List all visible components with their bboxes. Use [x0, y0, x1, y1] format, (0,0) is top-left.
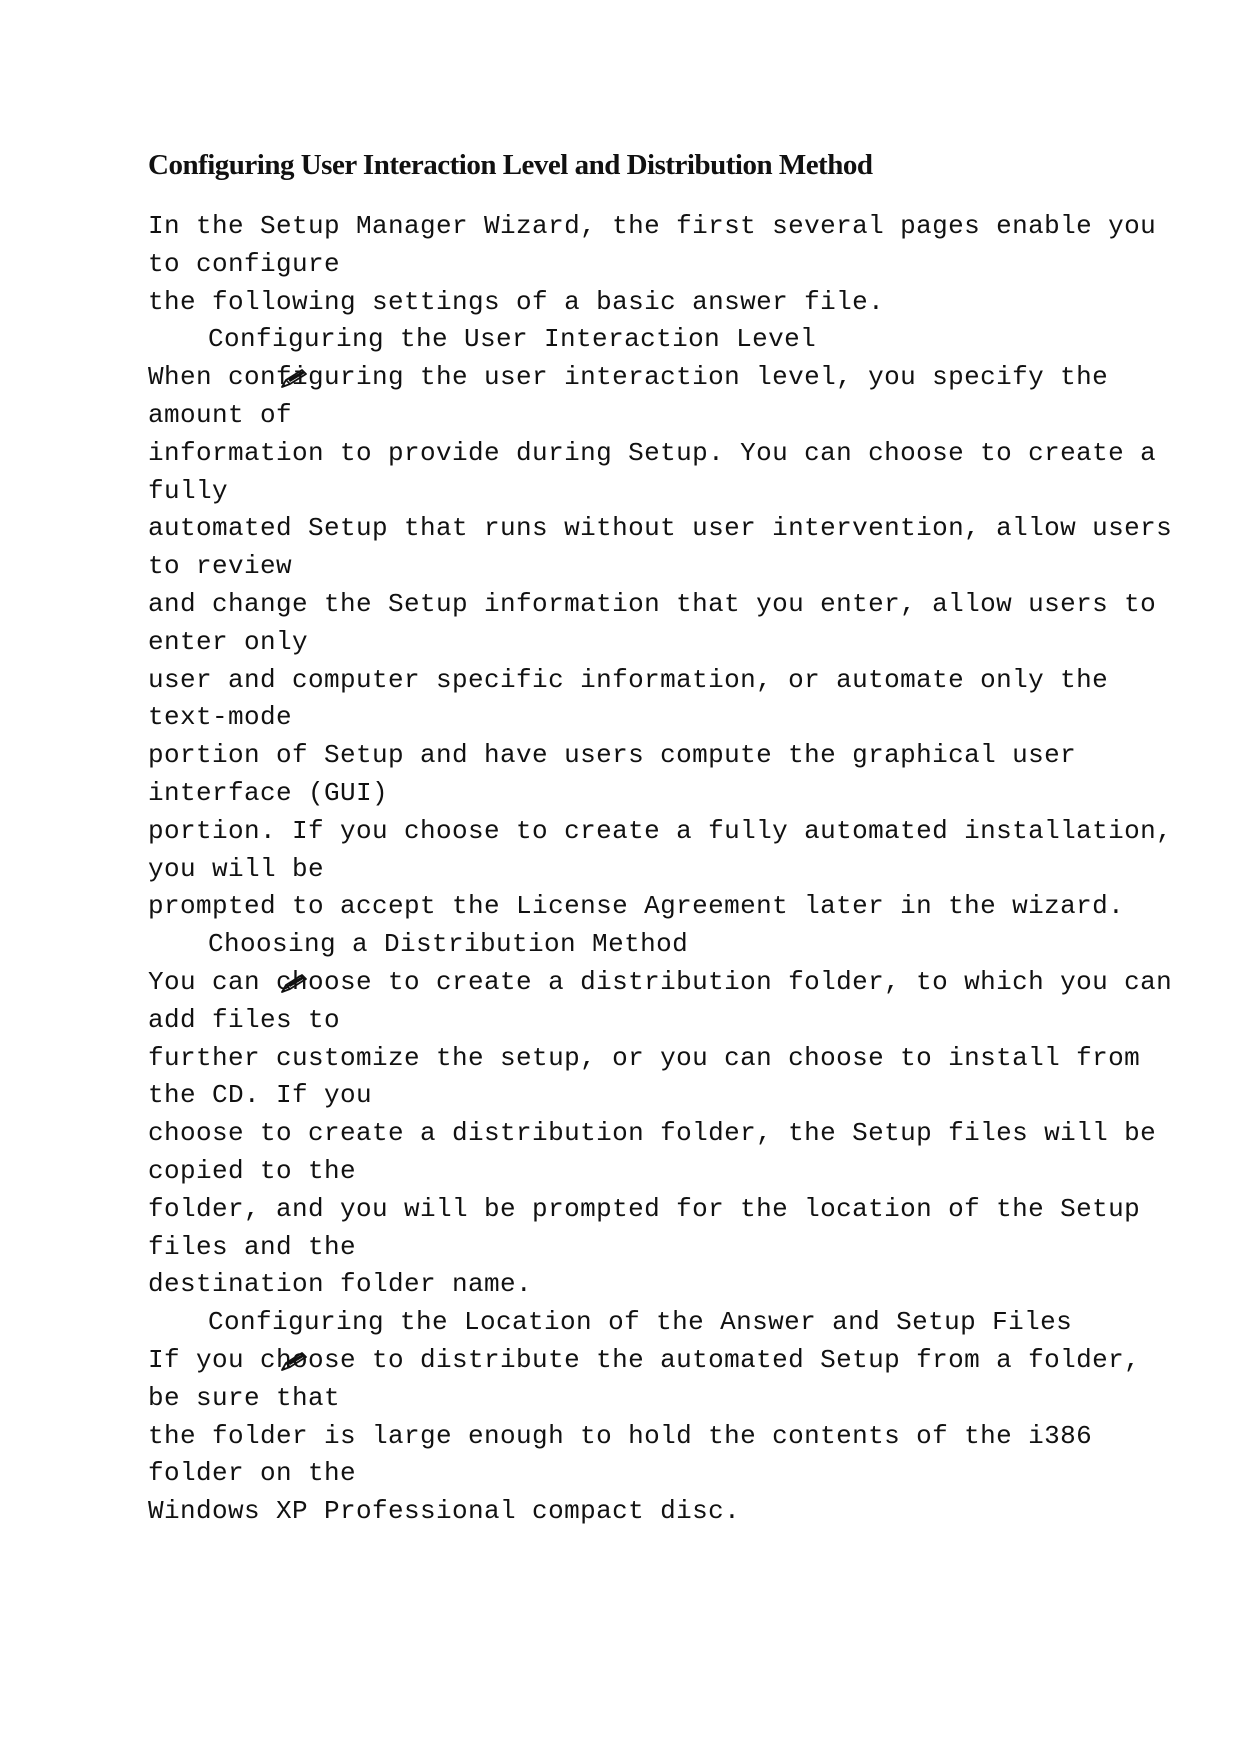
- text-line: and change the Setup information that you enter, allow users to: [148, 588, 1157, 619]
- section-user-interaction-level: [148, 321, 1173, 926]
- text-line: you will be: [148, 853, 325, 884]
- text-line: prompted to accept the License Agreement later in the wizard.: [148, 891, 1125, 922]
- text-line: folder on the: [148, 1458, 357, 1489]
- text-line: add files to: [148, 1004, 341, 1035]
- text-line: amount of: [148, 399, 293, 430]
- section-heading: [148, 321, 1108, 359]
- document-title: Configuring User Interaction Level and Distribution Method: [148, 149, 873, 181]
- text-line: portion. If you choose to create a fully automated installation,: [148, 815, 1173, 846]
- text-line: user and computer specific information, or automate only the: [148, 664, 1109, 695]
- section-answer-setup-location: [148, 1304, 1141, 1531]
- text-line: You can choose to create a distribution folder, to which you can: [148, 966, 1173, 997]
- text-line: When configuring the user interaction level, you specify the: [148, 362, 1109, 393]
- text-line: the folder is large enough to hold the contents of the i386: [148, 1420, 1093, 1451]
- text-line: interface (GUI): [148, 777, 389, 808]
- text-line: In the Setup Manager Wizard, the first several pages enable you: [148, 211, 1157, 241]
- text-line: destination folder name.: [148, 1269, 533, 1300]
- pencil-icon: [150, 933, 182, 957]
- document-page: [148, 146, 1173, 1531]
- section-heading: [148, 926, 1108, 964]
- pencil-icon: [150, 1311, 182, 1335]
- text-line: the following settings of a basic answer file.: [148, 286, 885, 317]
- text-line: choose to create a distribution folder, the Setup files will be: [148, 1118, 1157, 1149]
- text-line: folder, and you will be prompted for the location of the Setup: [148, 1193, 1141, 1224]
- text-line: If you choose to distribute the automated Setup from a folder,: [148, 1344, 1141, 1375]
- section-heading-label: Configuring the Location of the Answer and Setup Files: [208, 1307, 1073, 1338]
- pencil-icon: [150, 328, 182, 352]
- section-heading-label: Configuring the User Interaction Level: [208, 324, 817, 355]
- text-line: to review: [148, 551, 293, 582]
- text-line: information to provide during Setup. You can choose to create a: [148, 437, 1157, 468]
- text-line: automated Setup that runs without user intervention, allow users: [148, 513, 1173, 544]
- section-heading: [148, 1304, 1108, 1342]
- text-line: copied to the: [148, 1155, 357, 1186]
- text-line: portion of Setup and have users compute the graphical user: [148, 740, 1077, 771]
- text-line: the CD. If you: [148, 1080, 373, 1111]
- text-line: be sure that: [148, 1382, 341, 1413]
- text-line: text-mode: [148, 702, 293, 733]
- text-line: enter only: [148, 626, 309, 657]
- text-line: files and the: [148, 1231, 357, 1262]
- section-heading-label: Choosing a Distribution Method: [208, 929, 689, 960]
- text-line: to configure: [148, 248, 341, 279]
- section-distribution-method: [148, 926, 1173, 1304]
- intro-paragraph: [148, 208, 1157, 321]
- text-line: further customize the setup, or you can choose to install from: [148, 1042, 1141, 1073]
- text-line: Windows XP Professional compact disc.: [148, 1496, 741, 1527]
- text-line: fully: [148, 475, 229, 506]
